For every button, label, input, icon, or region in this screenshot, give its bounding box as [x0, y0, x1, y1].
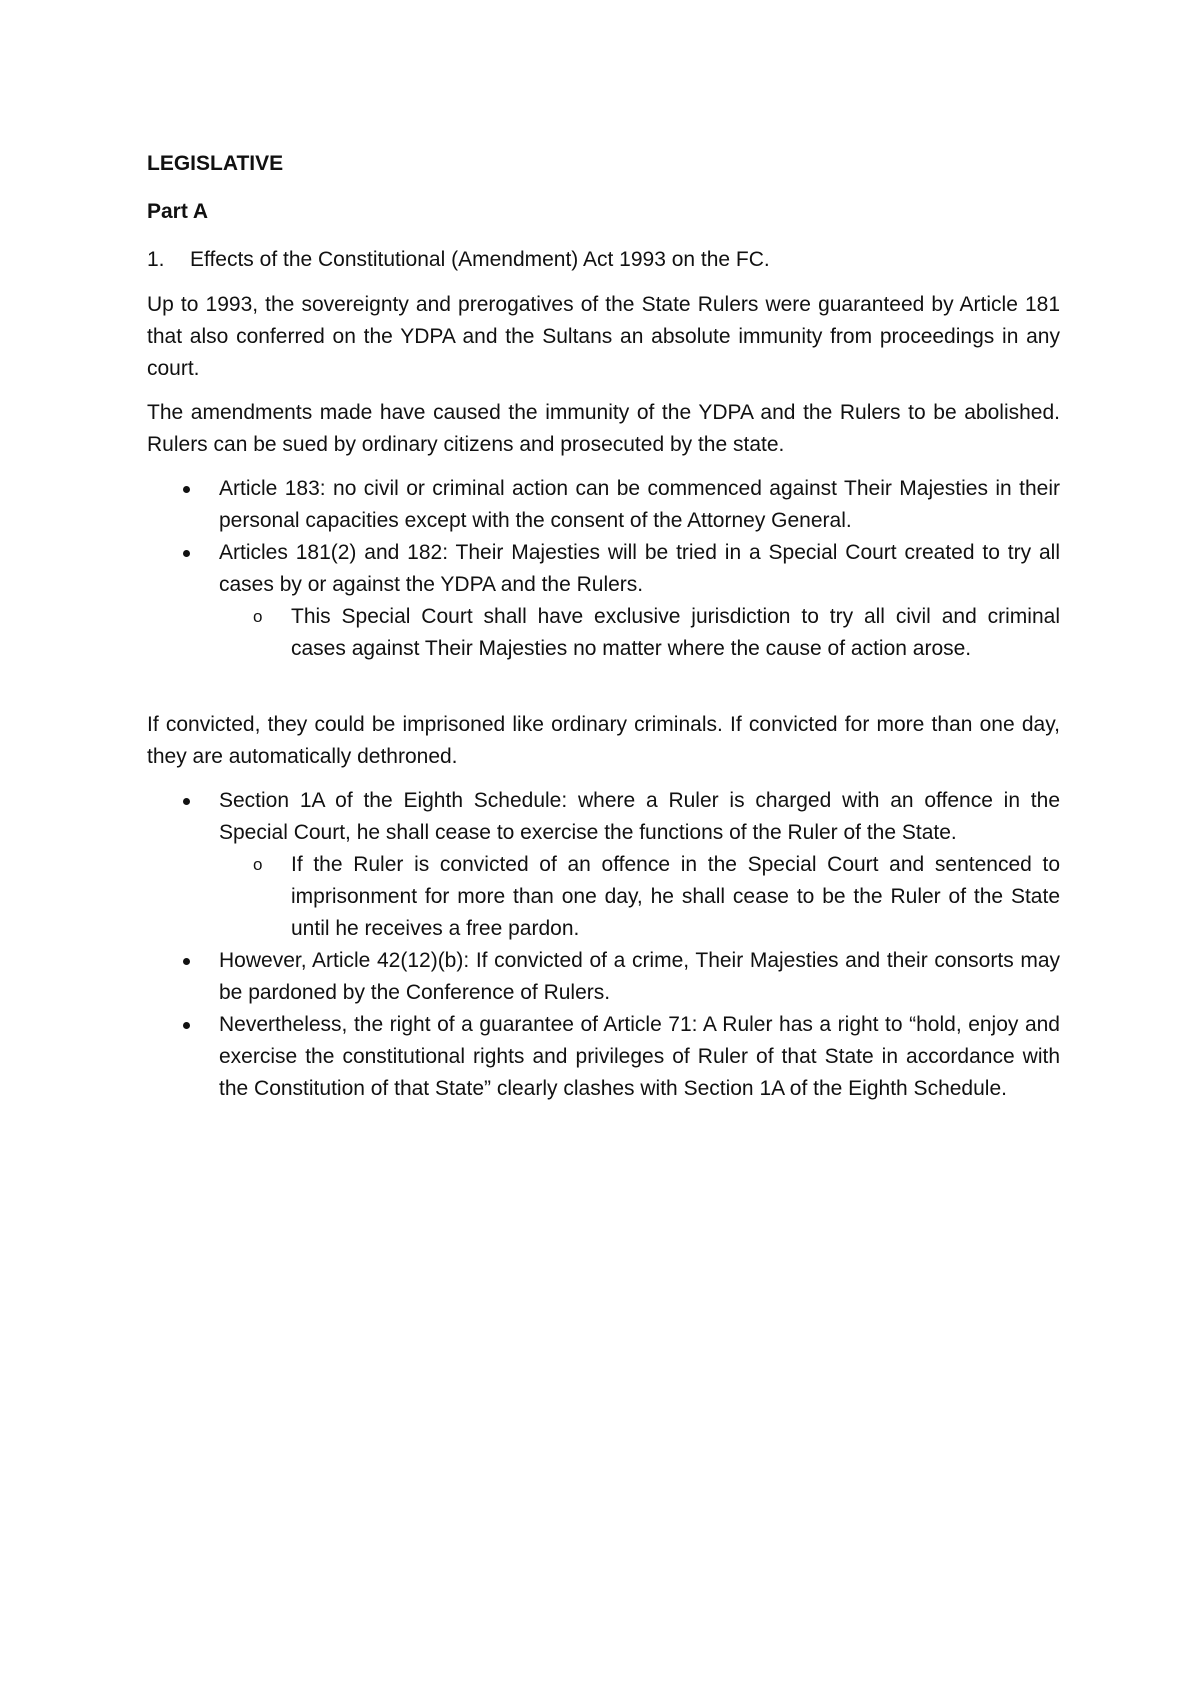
paragraph-amendments: The amendments made have caused the immunity of the YDPA and the Rulers to be abolished. Rulers can be sued by ordinary citizens and prosecuted by the state. [147, 401, 1060, 456]
list-item-text: Articles 181(2) and 182: Their Majesties will be tried in a Special Court created to try all cases by or against the YDPA and the Rulers. [219, 541, 1060, 596]
list-item-text: However, Article 42(12)(b): If convicted of a crime, Their Majesties and their consorts may be pardoned by the Conference of Rulers. [219, 949, 1060, 1004]
sub-list [219, 601, 1060, 665]
bullet-icon [183, 486, 190, 493]
part-heading: Part A [147, 200, 209, 223]
sub-list [219, 849, 1060, 945]
list-item [147, 537, 1060, 665]
list-item-text: Section 1A of the Eighth Schedule: where a Ruler is charged with an offence in the Special Court, he shall cease to exercise the functions of the Ruler of the State. [219, 789, 1060, 844]
paragraph-conviction: If convicted, they could be imprisoned like ordinary criminals. If convicted for more than one day, they are automatically dethroned. [147, 713, 1060, 768]
document-page [147, 148, 1060, 1117]
item-title: Effects of the Constitutional (Amendment) Act 1993 on the FC. [190, 248, 770, 271]
bullet-list-conviction [147, 785, 1060, 1105]
list-item [147, 945, 1060, 1009]
list-item-text: Article 183: no civil or criminal action can be commenced against Their Majesties in their personal capacities except with the consent of the Attorney General. [219, 477, 1060, 532]
sub-list-item-text: If the Ruler is convicted of an offence in the Special Court and sentenced to imprisonment for more than one day, he shall cease to be the Ruler of the State until he receives a free pardon. [291, 853, 1060, 940]
bullet-icon [183, 958, 190, 965]
item-number: 1. [147, 248, 165, 271]
sub-list-item [219, 849, 1060, 945]
bullet-list-immunity [147, 473, 1060, 665]
list-item [147, 785, 1060, 945]
paragraph-history: Up to 1993, the sovereignty and prerogatives of the State Rulers were guaranteed by Article 181 that also conferred on the YDPA and the Sultans an absolute immunity from proceedings in any court. [147, 293, 1060, 380]
list-item-text: Nevertheless, the right of a guarantee of Article 71: A Ruler has a right to “hold, enjoy and exercise the constitutional rights and privileges of Ruler of that State in accordance with the Constitution of that State” clearly clashes with Section 1A of the Eighth Schedule. [219, 1013, 1060, 1100]
circle-bullet-icon: o [253, 607, 263, 626]
list-item [147, 1009, 1060, 1105]
numbered-item [147, 244, 1060, 276]
circle-bullet-icon: o [253, 855, 263, 874]
bullet-icon [183, 550, 190, 557]
document-heading: LEGISLATIVE [147, 152, 284, 175]
bullet-icon [183, 798, 190, 805]
bullet-icon [183, 1022, 190, 1029]
sub-list-item-text: This Special Court shall have exclusive jurisdiction to try all civil and criminal cases against Their Majesties no matter where the cause of action arose. [291, 605, 1060, 660]
sub-list-item [219, 601, 1060, 665]
list-item [147, 473, 1060, 537]
